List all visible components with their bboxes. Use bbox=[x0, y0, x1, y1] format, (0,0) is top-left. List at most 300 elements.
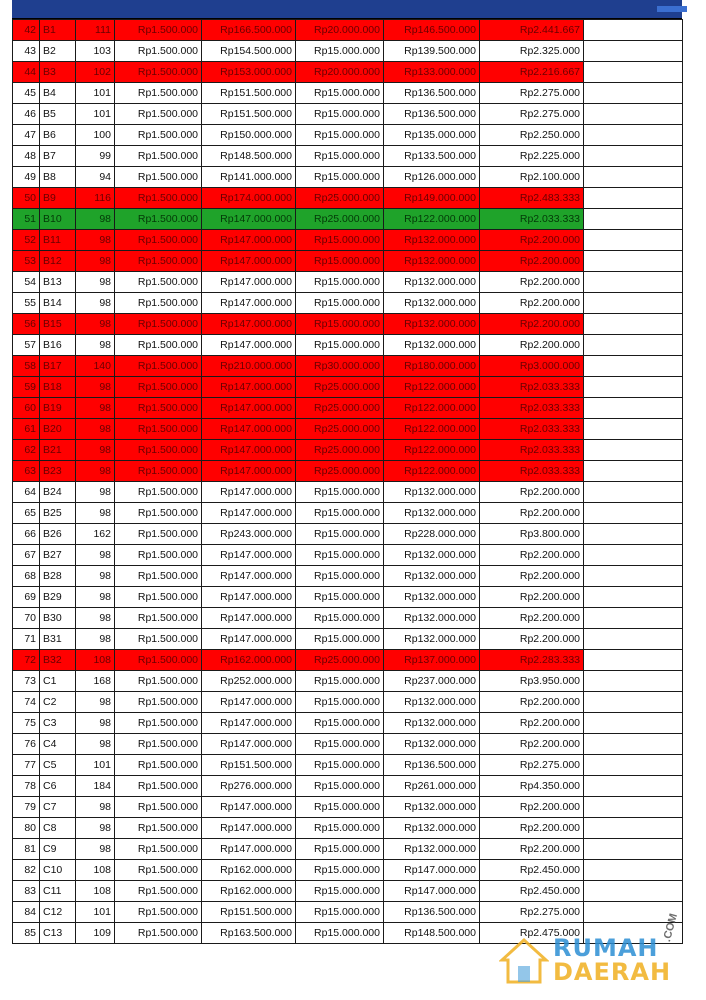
cell-no: 42 bbox=[13, 20, 40, 41]
cell-disc: Rp30.000.000 bbox=[296, 356, 384, 377]
cell-net: Rp122.000.000 bbox=[384, 209, 480, 230]
table-row bbox=[13, 314, 683, 335]
cell-disc: Rp15.000.000 bbox=[296, 41, 384, 62]
cell-price: Rp162.000.000 bbox=[202, 650, 296, 671]
cell-no: 84 bbox=[13, 902, 40, 923]
cell-monthly: Rp2.325.000 bbox=[480, 41, 584, 62]
table-row bbox=[13, 713, 683, 734]
cell-price: Rp147.000.000 bbox=[202, 818, 296, 839]
cell-price: Rp166.500.000 bbox=[202, 20, 296, 41]
cell-price: Rp141.000.000 bbox=[202, 167, 296, 188]
table-row bbox=[13, 377, 683, 398]
cell-monthly: Rp2.033.333 bbox=[480, 440, 584, 461]
cell-empty bbox=[584, 461, 683, 482]
cell-no: 53 bbox=[13, 251, 40, 272]
cell-net: Rp132.000.000 bbox=[384, 251, 480, 272]
cell-disc: Rp15.000.000 bbox=[296, 881, 384, 902]
cell-no: 67 bbox=[13, 545, 40, 566]
cell-disc: Rp15.000.000 bbox=[296, 629, 384, 650]
cell-dp: Rp1.500.000 bbox=[115, 587, 202, 608]
cell-area: 98 bbox=[76, 209, 115, 230]
cell-disc: Rp15.000.000 bbox=[296, 797, 384, 818]
cell-monthly: Rp2.450.000 bbox=[480, 881, 584, 902]
cell-area: 108 bbox=[76, 650, 115, 671]
cell-dp: Rp1.500.000 bbox=[115, 776, 202, 797]
cell-area: 98 bbox=[76, 734, 115, 755]
table-row bbox=[13, 41, 683, 62]
cell-empty bbox=[584, 209, 683, 230]
cell-net: Rp136.500.000 bbox=[384, 83, 480, 104]
table-row bbox=[13, 650, 683, 671]
cell-no: 58 bbox=[13, 356, 40, 377]
cell-monthly: Rp2.200.000 bbox=[480, 713, 584, 734]
cell-no: 52 bbox=[13, 230, 40, 251]
cell-net: Rp132.000.000 bbox=[384, 713, 480, 734]
cell-no: 75 bbox=[13, 713, 40, 734]
cell-area: 98 bbox=[76, 587, 115, 608]
cell-net: Rp133.500.000 bbox=[384, 146, 480, 167]
cell-price: Rp147.000.000 bbox=[202, 608, 296, 629]
cell-empty bbox=[584, 755, 683, 776]
table-row bbox=[13, 545, 683, 566]
table-row bbox=[13, 818, 683, 839]
cell-monthly: Rp2.275.000 bbox=[480, 755, 584, 776]
cell-unit: C13 bbox=[40, 923, 76, 944]
cell-area: 162 bbox=[76, 524, 115, 545]
cell-dp: Rp1.500.000 bbox=[115, 83, 202, 104]
cell-dp: Rp1.500.000 bbox=[115, 314, 202, 335]
cell-disc: Rp25.000.000 bbox=[296, 440, 384, 461]
cell-monthly: Rp2.033.333 bbox=[480, 461, 584, 482]
price-table bbox=[12, 19, 683, 944]
cell-unit: C1 bbox=[40, 671, 76, 692]
table-row bbox=[13, 902, 683, 923]
cell-no: 63 bbox=[13, 461, 40, 482]
cell-area: 98 bbox=[76, 461, 115, 482]
cell-no: 59 bbox=[13, 377, 40, 398]
cell-dp: Rp1.500.000 bbox=[115, 146, 202, 167]
cell-area: 98 bbox=[76, 692, 115, 713]
cell-net: Rp136.500.000 bbox=[384, 755, 480, 776]
cell-unit: B23 bbox=[40, 461, 76, 482]
cell-no: 54 bbox=[13, 272, 40, 293]
cell-net: Rp137.000.000 bbox=[384, 650, 480, 671]
cell-disc: Rp15.000.000 bbox=[296, 923, 384, 944]
cell-no: 61 bbox=[13, 419, 40, 440]
cell-monthly: Rp3.000.000 bbox=[480, 356, 584, 377]
cell-dp: Rp1.500.000 bbox=[115, 503, 202, 524]
cell-price: Rp252.000.000 bbox=[202, 671, 296, 692]
cell-dp: Rp1.500.000 bbox=[115, 188, 202, 209]
cell-no: 51 bbox=[13, 209, 40, 230]
cell-unit: B14 bbox=[40, 293, 76, 314]
cell-area: 98 bbox=[76, 251, 115, 272]
cell-no: 74 bbox=[13, 692, 40, 713]
cell-dp: Rp1.500.000 bbox=[115, 797, 202, 818]
cell-disc: Rp15.000.000 bbox=[296, 776, 384, 797]
cell-unit: B24 bbox=[40, 482, 76, 503]
cell-no: 70 bbox=[13, 608, 40, 629]
cell-price: Rp147.000.000 bbox=[202, 398, 296, 419]
cell-price: Rp147.000.000 bbox=[202, 839, 296, 860]
cell-disc: Rp25.000.000 bbox=[296, 650, 384, 671]
cell-area: 94 bbox=[76, 167, 115, 188]
table-row bbox=[13, 125, 683, 146]
cell-empty bbox=[584, 398, 683, 419]
cell-area: 98 bbox=[76, 440, 115, 461]
cell-price: Rp153.000.000 bbox=[202, 62, 296, 83]
cell-disc: Rp15.000.000 bbox=[296, 272, 384, 293]
cell-price: Rp147.000.000 bbox=[202, 419, 296, 440]
cell-monthly: Rp4.350.000 bbox=[480, 776, 584, 797]
cell-area: 98 bbox=[76, 377, 115, 398]
cell-unit: B4 bbox=[40, 83, 76, 104]
cell-empty bbox=[584, 776, 683, 797]
table-row bbox=[13, 734, 683, 755]
cell-price: Rp147.000.000 bbox=[202, 314, 296, 335]
cell-no: 45 bbox=[13, 83, 40, 104]
cell-disc: Rp15.000.000 bbox=[296, 860, 384, 881]
cell-unit: B21 bbox=[40, 440, 76, 461]
cell-net: Rp126.000.000 bbox=[384, 167, 480, 188]
cell-dp: Rp1.500.000 bbox=[115, 545, 202, 566]
cell-empty bbox=[584, 20, 683, 41]
table-row bbox=[13, 860, 683, 881]
cell-disc: Rp15.000.000 bbox=[296, 671, 384, 692]
cell-monthly: Rp2.033.333 bbox=[480, 398, 584, 419]
cell-price: Rp154.500.000 bbox=[202, 41, 296, 62]
cell-area: 111 bbox=[76, 20, 115, 41]
cell-area: 98 bbox=[76, 230, 115, 251]
table-row bbox=[13, 188, 683, 209]
cell-no: 68 bbox=[13, 566, 40, 587]
cell-dp: Rp1.500.000 bbox=[115, 41, 202, 62]
cell-unit: B1 bbox=[40, 20, 76, 41]
cell-net: Rp261.000.000 bbox=[384, 776, 480, 797]
cell-no: 71 bbox=[13, 629, 40, 650]
cell-dp: Rp1.500.000 bbox=[115, 209, 202, 230]
cell-no: 65 bbox=[13, 503, 40, 524]
table-row bbox=[13, 524, 683, 545]
cell-dp: Rp1.500.000 bbox=[115, 398, 202, 419]
cell-monthly: Rp2.283.333 bbox=[480, 650, 584, 671]
table-row bbox=[13, 272, 683, 293]
cell-price: Rp147.000.000 bbox=[202, 692, 296, 713]
cell-dp: Rp1.500.000 bbox=[115, 713, 202, 734]
cell-area: 168 bbox=[76, 671, 115, 692]
table-row bbox=[13, 608, 683, 629]
cell-empty bbox=[584, 482, 683, 503]
cell-no: 85 bbox=[13, 923, 40, 944]
cell-net: Rp146.500.000 bbox=[384, 20, 480, 41]
cell-area: 98 bbox=[76, 608, 115, 629]
cell-monthly: Rp2.200.000 bbox=[480, 818, 584, 839]
cell-no: 64 bbox=[13, 482, 40, 503]
table-row bbox=[13, 335, 683, 356]
cell-dp: Rp1.500.000 bbox=[115, 167, 202, 188]
cell-no: 81 bbox=[13, 839, 40, 860]
cell-price: Rp147.000.000 bbox=[202, 482, 296, 503]
cell-net: Rp132.000.000 bbox=[384, 335, 480, 356]
cell-area: 98 bbox=[76, 713, 115, 734]
table-row bbox=[13, 629, 683, 650]
cell-dp: Rp1.500.000 bbox=[115, 524, 202, 545]
cell-disc: Rp25.000.000 bbox=[296, 377, 384, 398]
cell-disc: Rp25.000.000 bbox=[296, 419, 384, 440]
cell-no: 56 bbox=[13, 314, 40, 335]
cell-dp: Rp1.500.000 bbox=[115, 461, 202, 482]
cell-unit: C10 bbox=[40, 860, 76, 881]
watermark-domain: .COM bbox=[661, 912, 681, 944]
cell-price: Rp147.000.000 bbox=[202, 272, 296, 293]
cell-area: 98 bbox=[76, 335, 115, 356]
cell-price: Rp147.000.000 bbox=[202, 566, 296, 587]
cell-net: Rp136.500.000 bbox=[384, 902, 480, 923]
cell-monthly: Rp2.100.000 bbox=[480, 167, 584, 188]
cell-net: Rp147.000.000 bbox=[384, 860, 480, 881]
table-row bbox=[13, 839, 683, 860]
table-row bbox=[13, 356, 683, 377]
cell-monthly: Rp2.200.000 bbox=[480, 692, 584, 713]
cell-unit: C8 bbox=[40, 818, 76, 839]
cell-price: Rp162.000.000 bbox=[202, 881, 296, 902]
cell-disc: Rp25.000.000 bbox=[296, 398, 384, 419]
cell-monthly: Rp2.200.000 bbox=[480, 335, 584, 356]
cell-net: Rp136.500.000 bbox=[384, 104, 480, 125]
cell-unit: C5 bbox=[40, 755, 76, 776]
cell-no: 66 bbox=[13, 524, 40, 545]
cell-monthly: Rp2.200.000 bbox=[480, 545, 584, 566]
cell-price: Rp147.000.000 bbox=[202, 461, 296, 482]
cell-dp: Rp1.500.000 bbox=[115, 356, 202, 377]
table-row bbox=[13, 503, 683, 524]
cell-no: 83 bbox=[13, 881, 40, 902]
cell-dp: Rp1.500.000 bbox=[115, 818, 202, 839]
cell-unit: B10 bbox=[40, 209, 76, 230]
cell-no: 82 bbox=[13, 860, 40, 881]
cell-monthly: Rp2.275.000 bbox=[480, 83, 584, 104]
cell-net: Rp132.000.000 bbox=[384, 566, 480, 587]
cell-unit: B18 bbox=[40, 377, 76, 398]
cell-disc: Rp15.000.000 bbox=[296, 83, 384, 104]
cell-dp: Rp1.500.000 bbox=[115, 629, 202, 650]
table-row bbox=[13, 167, 683, 188]
cell-dp: Rp1.500.000 bbox=[115, 377, 202, 398]
cell-net: Rp135.000.000 bbox=[384, 125, 480, 146]
cell-dp: Rp1.500.000 bbox=[115, 734, 202, 755]
table-row bbox=[13, 230, 683, 251]
cell-net: Rp139.500.000 bbox=[384, 41, 480, 62]
cell-empty bbox=[584, 62, 683, 83]
cell-dp: Rp1.500.000 bbox=[115, 251, 202, 272]
cell-monthly: Rp2.200.000 bbox=[480, 482, 584, 503]
cell-monthly: Rp2.200.000 bbox=[480, 503, 584, 524]
cell-disc: Rp15.000.000 bbox=[296, 167, 384, 188]
cell-dp: Rp1.500.000 bbox=[115, 272, 202, 293]
cell-dp: Rp1.500.000 bbox=[115, 881, 202, 902]
cell-unit: C7 bbox=[40, 797, 76, 818]
cell-monthly: Rp2.200.000 bbox=[480, 608, 584, 629]
cell-price: Rp147.000.000 bbox=[202, 335, 296, 356]
cell-unit: B7 bbox=[40, 146, 76, 167]
cell-price: Rp150.000.000 bbox=[202, 125, 296, 146]
cell-dp: Rp1.500.000 bbox=[115, 671, 202, 692]
cell-area: 98 bbox=[76, 503, 115, 524]
table-row bbox=[13, 755, 683, 776]
cell-empty bbox=[584, 146, 683, 167]
cell-price: Rp147.000.000 bbox=[202, 293, 296, 314]
cell-dp: Rp1.500.000 bbox=[115, 104, 202, 125]
cell-disc: Rp15.000.000 bbox=[296, 125, 384, 146]
cell-unit: B29 bbox=[40, 587, 76, 608]
cell-net: Rp122.000.000 bbox=[384, 461, 480, 482]
cell-net: Rp122.000.000 bbox=[384, 398, 480, 419]
cell-empty bbox=[584, 440, 683, 461]
cell-disc: Rp15.000.000 bbox=[296, 839, 384, 860]
cell-empty bbox=[584, 629, 683, 650]
cell-net: Rp132.000.000 bbox=[384, 587, 480, 608]
cell-monthly: Rp3.950.000 bbox=[480, 671, 584, 692]
cell-unit: B9 bbox=[40, 188, 76, 209]
cell-area: 109 bbox=[76, 923, 115, 944]
cell-monthly: Rp2.275.000 bbox=[480, 902, 584, 923]
cell-area: 98 bbox=[76, 566, 115, 587]
cell-monthly: Rp2.200.000 bbox=[480, 587, 584, 608]
cell-area: 98 bbox=[76, 629, 115, 650]
cell-no: 62 bbox=[13, 440, 40, 461]
cell-empty bbox=[584, 356, 683, 377]
cell-dp: Rp1.500.000 bbox=[115, 608, 202, 629]
table-row bbox=[13, 482, 683, 503]
cell-empty bbox=[584, 419, 683, 440]
cell-disc: Rp15.000.000 bbox=[296, 818, 384, 839]
cell-unit: B30 bbox=[40, 608, 76, 629]
cell-no: 76 bbox=[13, 734, 40, 755]
cell-dp: Rp1.500.000 bbox=[115, 230, 202, 251]
cell-empty bbox=[584, 839, 683, 860]
cell-net: Rp132.000.000 bbox=[384, 839, 480, 860]
cell-area: 98 bbox=[76, 545, 115, 566]
cell-dp: Rp1.500.000 bbox=[115, 293, 202, 314]
table-row bbox=[13, 692, 683, 713]
cell-no: 60 bbox=[13, 398, 40, 419]
cell-no: 73 bbox=[13, 671, 40, 692]
cell-net: Rp132.000.000 bbox=[384, 629, 480, 650]
cell-unit: B32 bbox=[40, 650, 76, 671]
cell-dp: Rp1.500.000 bbox=[115, 860, 202, 881]
cell-monthly: Rp2.200.000 bbox=[480, 797, 584, 818]
cell-monthly: Rp2.441.667 bbox=[480, 20, 584, 41]
cell-price: Rp162.000.000 bbox=[202, 860, 296, 881]
cell-price: Rp147.000.000 bbox=[202, 230, 296, 251]
cell-empty bbox=[584, 608, 683, 629]
cell-unit: B2 bbox=[40, 41, 76, 62]
cell-dp: Rp1.500.000 bbox=[115, 902, 202, 923]
cell-disc: Rp15.000.000 bbox=[296, 902, 384, 923]
cell-area: 98 bbox=[76, 839, 115, 860]
table-row bbox=[13, 587, 683, 608]
cell-dp: Rp1.500.000 bbox=[115, 335, 202, 356]
cell-no: 72 bbox=[13, 650, 40, 671]
cell-disc: Rp15.000.000 bbox=[296, 587, 384, 608]
cell-unit: B15 bbox=[40, 314, 76, 335]
cell-unit: B16 bbox=[40, 335, 76, 356]
cell-disc: Rp15.000.000 bbox=[296, 545, 384, 566]
cell-net: Rp149.000.000 bbox=[384, 188, 480, 209]
cell-net: Rp132.000.000 bbox=[384, 230, 480, 251]
cell-disc: Rp15.000.000 bbox=[296, 566, 384, 587]
cell-price: Rp151.500.000 bbox=[202, 755, 296, 776]
cell-price: Rp210.000.000 bbox=[202, 356, 296, 377]
table-row bbox=[13, 440, 683, 461]
cell-no: 57 bbox=[13, 335, 40, 356]
table-row bbox=[13, 797, 683, 818]
cell-monthly: Rp3.800.000 bbox=[480, 524, 584, 545]
cell-monthly: Rp2.225.000 bbox=[480, 146, 584, 167]
cell-disc: Rp25.000.000 bbox=[296, 461, 384, 482]
cell-empty bbox=[584, 818, 683, 839]
cell-empty bbox=[584, 125, 683, 146]
cell-price: Rp174.000.000 bbox=[202, 188, 296, 209]
cell-net: Rp132.000.000 bbox=[384, 314, 480, 335]
cell-monthly: Rp2.200.000 bbox=[480, 230, 584, 251]
cell-area: 98 bbox=[76, 293, 115, 314]
cell-unit: B31 bbox=[40, 629, 76, 650]
cell-unit: B20 bbox=[40, 419, 76, 440]
cell-price: Rp147.000.000 bbox=[202, 440, 296, 461]
cell-empty bbox=[584, 41, 683, 62]
cell-net: Rp132.000.000 bbox=[384, 482, 480, 503]
house-icon bbox=[499, 936, 549, 986]
cell-empty bbox=[584, 377, 683, 398]
cell-no: 79 bbox=[13, 797, 40, 818]
cell-net: Rp132.000.000 bbox=[384, 503, 480, 524]
cell-empty bbox=[584, 251, 683, 272]
cell-monthly: Rp2.200.000 bbox=[480, 629, 584, 650]
cell-unit: B17 bbox=[40, 356, 76, 377]
cell-unit: B3 bbox=[40, 62, 76, 83]
cell-monthly: Rp2.033.333 bbox=[480, 209, 584, 230]
cell-dp: Rp1.500.000 bbox=[115, 923, 202, 944]
cell-disc: Rp15.000.000 bbox=[296, 608, 384, 629]
cell-empty bbox=[584, 314, 683, 335]
cell-empty bbox=[584, 881, 683, 902]
cell-net: Rp132.000.000 bbox=[384, 293, 480, 314]
cell-unit: C12 bbox=[40, 902, 76, 923]
cell-no: 49 bbox=[13, 167, 40, 188]
table-row bbox=[13, 209, 683, 230]
cell-no: 55 bbox=[13, 293, 40, 314]
cell-price: Rp243.000.000 bbox=[202, 524, 296, 545]
cell-net: Rp148.500.000 bbox=[384, 923, 480, 944]
cell-area: 101 bbox=[76, 902, 115, 923]
cell-net: Rp132.000.000 bbox=[384, 734, 480, 755]
cell-area: 98 bbox=[76, 272, 115, 293]
table-row bbox=[13, 20, 683, 41]
table-row bbox=[13, 776, 683, 797]
cell-disc: Rp15.000.000 bbox=[296, 482, 384, 503]
cell-disc: Rp15.000.000 bbox=[296, 104, 384, 125]
table-row bbox=[13, 398, 683, 419]
cell-disc: Rp15.000.000 bbox=[296, 524, 384, 545]
header-stub bbox=[657, 6, 687, 12]
cell-price: Rp147.000.000 bbox=[202, 587, 296, 608]
cell-price: Rp151.500.000 bbox=[202, 902, 296, 923]
cell-disc: Rp15.000.000 bbox=[296, 713, 384, 734]
cell-dp: Rp1.500.000 bbox=[115, 839, 202, 860]
cell-monthly: Rp2.275.000 bbox=[480, 104, 584, 125]
cell-disc: Rp20.000.000 bbox=[296, 20, 384, 41]
